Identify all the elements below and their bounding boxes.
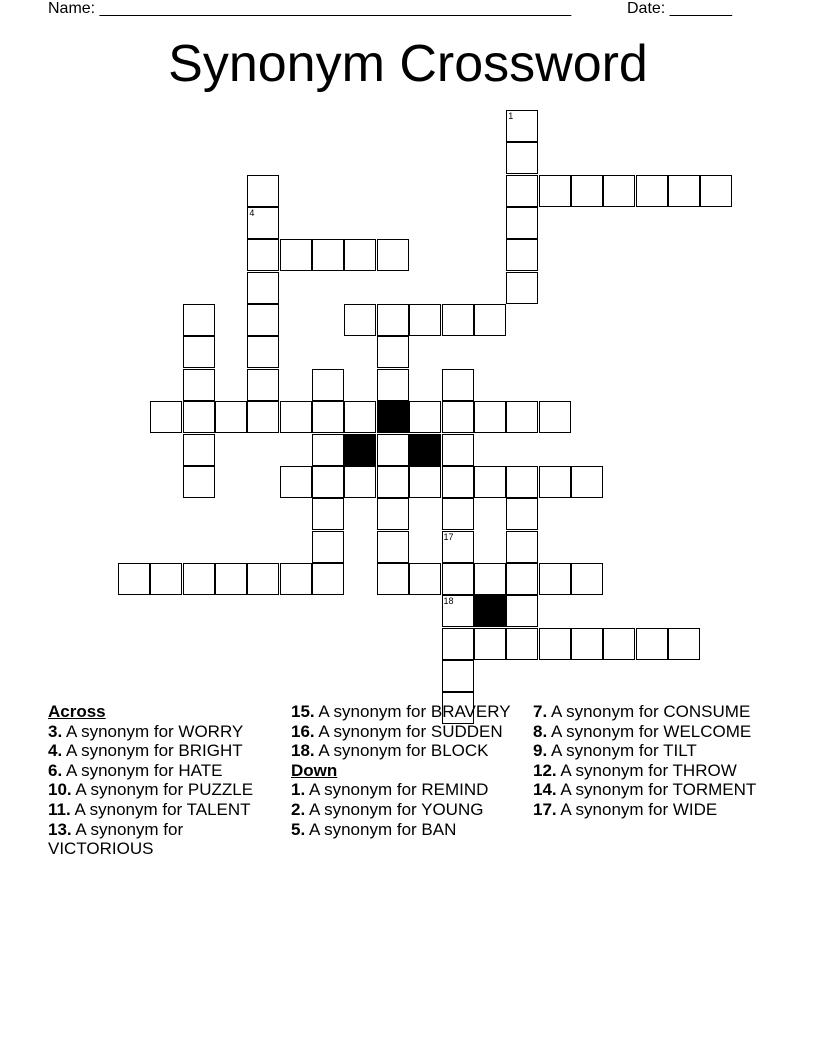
grid-cell[interactable] — [215, 563, 247, 595]
clue-item — [533, 780, 763, 800]
grid-cell[interactable] — [571, 563, 603, 595]
grid-cell[interactable] — [539, 401, 571, 433]
grid-cell[interactable] — [506, 595, 538, 627]
clue-text: A synonym for BRIGHT — [62, 741, 243, 761]
grid-block — [474, 595, 506, 627]
grid-cell[interactable] — [312, 563, 344, 595]
grid-cell[interactable] — [474, 466, 506, 498]
clue-column-2 — [291, 702, 521, 839]
clue-number-label: 18. — [291, 741, 315, 761]
grid-cell[interactable] — [377, 434, 409, 466]
grid-cell[interactable] — [377, 336, 409, 368]
clue-text: A synonym for CONSUME — [547, 702, 751, 721]
grid-block — [344, 434, 376, 466]
grid-cell[interactable] — [377, 531, 409, 563]
grid-block — [377, 401, 409, 433]
grid-cell[interactable] — [636, 628, 668, 660]
clue-text: A synonym for THROW — [556, 760, 737, 780]
clue-item — [533, 741, 763, 761]
clue-text: A synonym for TALENT — [70, 799, 251, 819]
clue-item — [48, 722, 278, 742]
grid-cell[interactable] — [280, 466, 312, 498]
grid-cell[interactable] — [312, 239, 344, 271]
grid-cell[interactable] — [183, 434, 215, 466]
clue-column-3 — [533, 702, 763, 820]
grid-cell[interactable] — [442, 466, 474, 498]
grid-cell[interactable] — [442, 563, 474, 595]
grid-cell[interactable] — [442, 660, 474, 692]
clue-number-label: 2. — [291, 799, 306, 819]
page-title: Synonym Crossword — [168, 35, 648, 93]
clue-number-label: 1. — [291, 780, 306, 800]
clue-item — [291, 702, 521, 722]
clue-text: A synonym for TORMENT — [556, 780, 757, 800]
grid-cell[interactable] — [247, 369, 279, 401]
clue-number-label: 7. — [533, 702, 548, 721]
grid-cell[interactable] — [442, 531, 474, 563]
grid-cell[interactable] — [506, 175, 538, 207]
grid-cell[interactable] — [539, 466, 571, 498]
grid-cell[interactable] — [312, 498, 344, 530]
clue-number-label: 10. — [48, 780, 72, 800]
clue-text: A synonym for BRAVERY — [314, 702, 511, 721]
clue-text: A synonym for PUZZLE — [71, 780, 254, 800]
clue-number: 18 — [443, 596, 454, 607]
clue-text: A synonym for HATE — [62, 760, 223, 780]
grid-cell[interactable] — [183, 336, 215, 368]
clue-number-label: 5. — [291, 819, 306, 839]
grid-cell[interactable] — [442, 434, 474, 466]
clue-number: 4 — [249, 208, 255, 219]
grid-cell[interactable] — [247, 304, 279, 336]
grid-cell[interactable] — [442, 595, 474, 627]
clue-item — [291, 820, 521, 840]
grid-cell[interactable] — [247, 207, 279, 239]
grid-block — [409, 434, 441, 466]
grid-cell[interactable] — [247, 272, 279, 304]
grid-cell[interactable] — [280, 239, 312, 271]
clue-item — [48, 800, 278, 820]
grid-cell[interactable] — [506, 628, 538, 660]
clue-text: A synonym for WIDE — [556, 799, 718, 819]
grid-cell[interactable] — [183, 563, 215, 595]
grid-cell[interactable] — [442, 628, 474, 660]
grid-cell[interactable] — [668, 628, 700, 660]
date-field-label: Date: _______ — [627, 0, 732, 17]
grid-cell[interactable] — [312, 369, 344, 401]
grid-cell[interactable] — [506, 207, 538, 239]
grid-cell[interactable] — [571, 175, 603, 207]
clue-item — [48, 820, 278, 859]
grid-cell[interactable] — [668, 175, 700, 207]
clue-item — [533, 761, 763, 781]
grid-cell[interactable] — [603, 175, 635, 207]
grid-cell[interactable] — [506, 239, 538, 271]
grid-cell[interactable] — [506, 272, 538, 304]
grid-cell[interactable] — [442, 498, 474, 530]
grid-cell[interactable] — [280, 401, 312, 433]
grid-cell[interactable] — [506, 466, 538, 498]
clue-number-label: 17. — [533, 799, 557, 819]
clue-text: A synonym for SUDDEN — [314, 721, 503, 741]
down-heading: Down — [291, 760, 338, 780]
grid-cell[interactable] — [474, 304, 506, 336]
grid-cell[interactable] — [539, 563, 571, 595]
across-heading: Across — [48, 702, 106, 721]
clue-text: A synonym for WELCOME — [547, 721, 752, 741]
grid-cell[interactable] — [312, 434, 344, 466]
grid-cell[interactable] — [150, 563, 182, 595]
clue-text: A synonym for VICTORIOUS — [48, 819, 184, 859]
grid-cell[interactable] — [377, 239, 409, 271]
clue-text: A synonym for REMIND — [305, 780, 489, 800]
grid-cell[interactable] — [539, 628, 571, 660]
clue-item — [48, 780, 278, 800]
clue-text: A synonym for YOUNG — [305, 799, 484, 819]
grid-cell[interactable] — [344, 401, 376, 433]
grid-cell[interactable] — [377, 498, 409, 530]
grid-cell[interactable] — [247, 563, 279, 595]
grid-cell[interactable] — [377, 304, 409, 336]
clue-item — [291, 800, 521, 820]
clue-item — [291, 741, 521, 761]
grid-cell[interactable] — [280, 563, 312, 595]
clue-number-label: 8. — [533, 721, 548, 741]
grid-cell[interactable] — [377, 466, 409, 498]
clue-item — [533, 800, 763, 820]
grid-cell[interactable] — [409, 563, 441, 595]
grid-cell[interactable] — [442, 369, 474, 401]
clue-item — [48, 741, 278, 761]
clue-number-label: 6. — [48, 760, 63, 780]
grid-cell[interactable] — [247, 401, 279, 433]
clue-number-label: 13. — [48, 819, 72, 839]
grid-cell[interactable] — [118, 563, 150, 595]
clue-number: 12 — [378, 402, 389, 413]
clue-text: A synonym for TILT — [547, 741, 697, 761]
grid-cell[interactable] — [474, 628, 506, 660]
grid-cell[interactable] — [183, 304, 215, 336]
grid-cell[interactable] — [571, 628, 603, 660]
grid-cell[interactable] — [409, 401, 441, 433]
grid-cell[interactable] — [474, 401, 506, 433]
grid-cell[interactable] — [215, 401, 247, 433]
clue-column-1 — [48, 702, 278, 859]
clue-item — [533, 702, 763, 722]
clue-text: A synonym for BAN — [305, 819, 457, 839]
clue-text: A synonym for WORRY — [62, 721, 244, 741]
grid-cell[interactable] — [636, 175, 668, 207]
clue-text: A synonym for BLOCK — [314, 741, 489, 761]
grid-cell[interactable] — [409, 466, 441, 498]
grid-cell[interactable] — [377, 369, 409, 401]
clue-number-label: 16. — [291, 721, 315, 741]
clue-number-label: 14. — [533, 780, 557, 800]
grid-cell[interactable] — [506, 110, 538, 142]
grid-cell[interactable] — [247, 336, 279, 368]
clue-item — [291, 780, 521, 800]
clue-item — [533, 722, 763, 742]
grid-cell[interactable] — [344, 466, 376, 498]
grid-cell[interactable] — [603, 628, 635, 660]
grid-cell[interactable] — [474, 563, 506, 595]
grid-cell[interactable] — [312, 531, 344, 563]
clue-number-label: 9. — [533, 741, 548, 761]
clue-item — [291, 722, 521, 742]
grid-cell[interactable] — [409, 304, 441, 336]
grid-cell[interactable] — [506, 142, 538, 174]
grid-cell[interactable] — [506, 531, 538, 563]
grid-cell[interactable] — [506, 401, 538, 433]
grid-cell[interactable] — [183, 401, 215, 433]
grid-cell[interactable] — [150, 401, 182, 433]
grid-cell[interactable] — [506, 498, 538, 530]
grid-cell[interactable] — [247, 239, 279, 271]
grid-cell[interactable] — [442, 401, 474, 433]
grid-cell[interactable] — [539, 175, 571, 207]
grid-cell[interactable] — [506, 563, 538, 595]
grid-cell[interactable] — [700, 175, 732, 207]
grid-cell[interactable] — [312, 401, 344, 433]
clue-number: 1 — [508, 111, 514, 121]
clue-number-label: 3. — [48, 721, 63, 741]
clue-item — [48, 761, 278, 781]
grid-cell[interactable] — [183, 369, 215, 401]
clue-number: 17 — [443, 531, 454, 542]
name-field-label: Name: _____________________________________________________ — [48, 0, 572, 17]
clue-number-label: 12. — [533, 760, 557, 780]
grid-cell[interactable] — [183, 466, 215, 498]
grid-cell[interactable] — [312, 466, 344, 498]
grid-cell[interactable] — [344, 239, 376, 271]
grid-cell[interactable] — [247, 175, 279, 207]
grid-cell[interactable] — [442, 304, 474, 336]
grid-cell[interactable] — [377, 563, 409, 595]
grid-cell[interactable] — [571, 466, 603, 498]
clue-number-label: 4. — [48, 741, 63, 761]
clue-number-label: 15. — [291, 702, 315, 721]
clue-number-label: 11. — [48, 799, 71, 819]
grid-cell[interactable] — [344, 304, 376, 336]
